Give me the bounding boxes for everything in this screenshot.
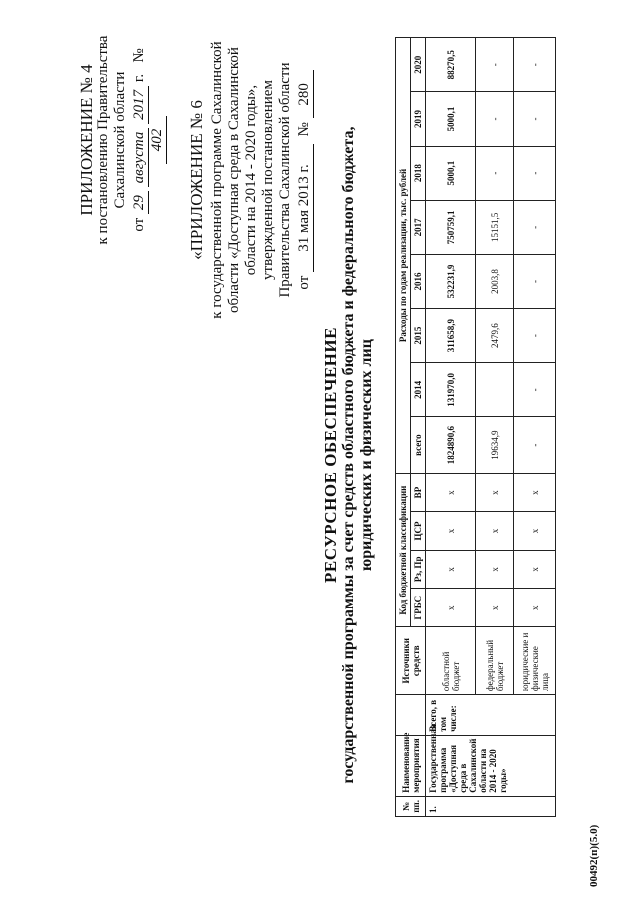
cell-vr: х: [426, 473, 476, 511]
header-expenses: Расходы по годам реализации, тыс. рублей: [396, 38, 411, 474]
header-year: 2016: [411, 254, 426, 308]
cell-value: -: [514, 38, 556, 92]
table-row: [426, 38, 476, 817]
cell-grbs: х: [476, 589, 514, 627]
header-name: Наименование мероприятия: [396, 735, 426, 796]
row-num: 1.: [426, 796, 556, 816]
header-blank: [396, 695, 426, 736]
cell-value: 131970,0: [426, 363, 476, 417]
cell-total: -: [514, 417, 556, 473]
cell-value: -: [514, 146, 556, 200]
cell-value: -: [476, 146, 514, 200]
cell-value: -: [514, 309, 556, 363]
cell-csr: х: [476, 512, 514, 550]
cell-value: -: [476, 92, 514, 146]
appendix-4-title: ПРИЛОЖЕНИЕ № 4: [77, 64, 96, 216]
appendix-6-number: 280: [296, 70, 314, 118]
cell-value: 88270,5: [426, 38, 476, 92]
cell-value: 15151,5: [476, 200, 514, 254]
row-total-label: Всего, в том числе:: [426, 695, 556, 736]
cell-value: 311658,9: [426, 309, 476, 363]
resource-table: [395, 37, 556, 817]
appendix-6-date-line: от 31 мая 2013 г. № 280: [296, 30, 314, 330]
appendix-4-day: 29: [131, 191, 149, 214]
header-num: № пп.: [396, 796, 426, 816]
header-grbs: ГРБС: [411, 589, 426, 627]
appendix-4-line1: к постановлению Правительства: [95, 35, 111, 245]
row-name: Государственная программа «Доступная среда в Сахалинской области на 2014 - 2020 годы»: [426, 735, 556, 796]
header-year: 2014: [411, 363, 426, 417]
cell-value: 532231,9: [426, 254, 476, 308]
document-subtitle-line3: юридических и физических лиц: [358, 339, 375, 571]
document-title: РЕСУРСНОЕ ОБЕСПЕЧЕНИЕ: [321, 327, 340, 583]
header-year: 2018: [411, 146, 426, 200]
document-code: 00492(п)(5.0): [588, 824, 600, 887]
header-csr: ЦСР: [411, 512, 426, 550]
cell-vr: х: [514, 473, 556, 511]
header-budget-code: Код бюджетной классификации: [396, 473, 411, 627]
appendix-6-line2: области «Доступная среда в Сахалинской: [226, 47, 242, 313]
appendix-4-date-line: от 29 августа 2017 г. № 402: [131, 48, 165, 232]
header-year: 2015: [411, 309, 426, 363]
header-year: 2017: [411, 200, 426, 254]
row-source: федеральный бюджет: [476, 627, 514, 695]
cell-rzpr: х: [476, 550, 514, 588]
appendix-6-line3: области на 2014 - 2020 годы»,: [243, 84, 259, 276]
appendix-6-block: [188, 30, 314, 330]
cell-value: 2003,8: [476, 254, 514, 308]
appendix-6-line1: к государственной программе Сахалинской: [209, 41, 225, 319]
cell-total: 1824890,6: [426, 417, 476, 473]
cell-csr: х: [514, 512, 556, 550]
header-year: 2020: [411, 38, 426, 92]
header-vr: ВР: [411, 473, 426, 511]
document-title-block: [322, 95, 376, 815]
cell-value: 2479,6: [476, 309, 514, 363]
cell-rzpr: х: [426, 550, 476, 588]
table-header-row: [396, 38, 411, 817]
header-total: всего: [411, 417, 426, 473]
header-rzpr: Рз, Пр: [411, 550, 426, 588]
cell-grbs: х: [514, 589, 556, 627]
cell-rzpr: х: [514, 550, 556, 588]
appendix-4-year: 2017: [131, 86, 149, 124]
appendix-4-month: августа: [131, 128, 149, 188]
cell-value: 5000,1: [426, 92, 476, 146]
header-sources: Источники средств: [396, 627, 426, 695]
cell-total: 19634,9: [476, 417, 514, 473]
appendix-4-line2: Сахалинской области: [112, 71, 128, 209]
appendix-6-title: «ПРИЛОЖЕНИЕ № 6: [187, 100, 206, 260]
cell-value: 750759,1: [426, 200, 476, 254]
cell-csr: х: [426, 512, 476, 550]
cell-value: -: [476, 38, 514, 92]
cell-value: -: [514, 254, 556, 308]
appendix-6-date: 31 мая 2013 г.: [296, 144, 314, 272]
cell-value: -: [514, 92, 556, 146]
cell-value: [476, 363, 514, 417]
cell-vr: х: [476, 473, 514, 511]
appendix-4-block: [78, 30, 167, 250]
row-source: юридические и физические лица: [514, 627, 556, 695]
header-year: 2019: [411, 92, 426, 146]
row-source: областной бюджет: [426, 627, 476, 695]
document-subtitle-line2: государственной программы за счет средств областного бюджета и федерального бюджета,: [340, 126, 357, 784]
cell-value: 5000,1: [426, 146, 476, 200]
appendix-6-line4: утвержденной постановлением: [260, 80, 276, 280]
cell-value: -: [514, 200, 556, 254]
appendix-4-number: 402: [149, 116, 167, 164]
cell-value: -: [514, 363, 556, 417]
cell-grbs: х: [426, 589, 476, 627]
appendix-6-line5: Правительства Сахалинской области: [277, 62, 293, 298]
